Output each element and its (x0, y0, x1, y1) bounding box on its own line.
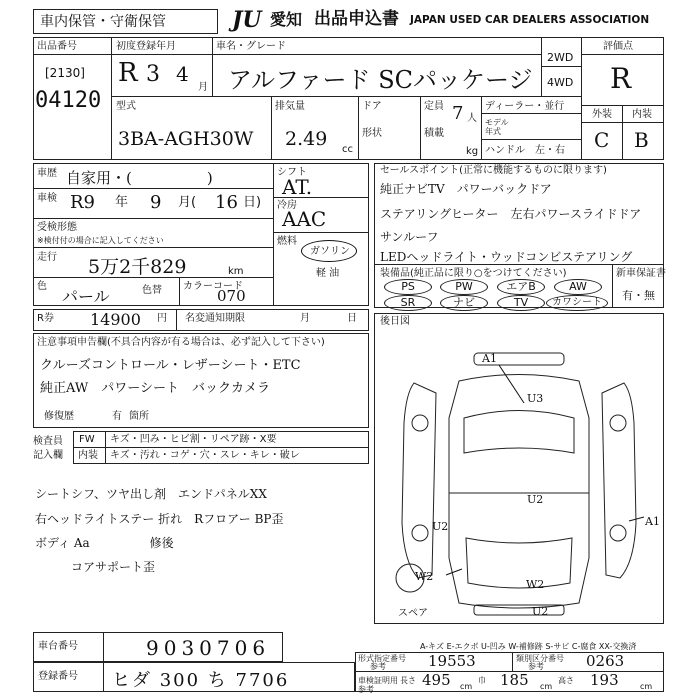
first-reg-era: R (118, 58, 138, 88)
length-unit: cm (460, 682, 473, 691)
grade-value: R (610, 62, 632, 95)
equip-sr: SR (384, 295, 432, 311)
model-value: 3BA-AGH30W (118, 128, 254, 150)
equip-pw: PW (440, 279, 488, 295)
inspector-label-1: 検査員 (33, 436, 63, 447)
displacement-value: 2.49 (285, 128, 328, 150)
color-code-value: 070 (217, 287, 246, 305)
repair-label: 修復歴 (44, 411, 74, 422)
mileage-unit: km (228, 266, 244, 277)
inspection-month: 9 (150, 192, 162, 213)
diagram-mark-u2-bottom: U2 (532, 605, 549, 618)
equip-airbag: エアB (497, 279, 545, 295)
diagram-mark-u2-left: U2 (432, 520, 449, 533)
diagram-mark-w2-rear: W2 (526, 578, 545, 591)
form-title: 出品申込書 (314, 9, 399, 29)
color-label: 色 (37, 281, 47, 292)
first-reg-month-unit: 月 (198, 82, 208, 93)
name-change-label: 名変通知期限 (185, 313, 245, 324)
height-unit: cm (640, 682, 653, 691)
door-label: ドア (362, 101, 382, 112)
width-label: 巾 (478, 676, 486, 685)
equip-aw: AW (554, 279, 602, 295)
equip-navi: ナビ (440, 295, 488, 311)
height-value: 193 (590, 671, 619, 689)
receive-label: 受検形態 (37, 222, 77, 233)
equip-leather-seat: カワシート (546, 295, 608, 311)
mileage-value: 5万2千829 (88, 256, 187, 278)
drive-4wd: 4WD (547, 76, 574, 89)
inspector-note-2: 右ヘッドライトステー 折れ Rフロアー BP歪 (35, 512, 284, 526)
capacity-value: 7 (452, 103, 464, 124)
lot-number: 04120 (35, 88, 102, 113)
height-label: 高さ (558, 676, 574, 685)
car-name-value: アルファード SCパッケージ (228, 66, 533, 94)
chassis-value: 9030706 (146, 636, 271, 660)
width-unit: cm (540, 682, 553, 691)
notes-line-1: クルーズコントロール・レザーシート・ETC (40, 358, 301, 373)
brand-logo: JU (232, 7, 262, 33)
inspection-year-unit: 年 (115, 195, 129, 210)
int-label: 内装 (632, 109, 652, 120)
receive-note: ※検付付の場合に記入してください (37, 236, 164, 245)
inspector-note-1: シートシフ、ツヤ出し剤 エンドパネルXX (35, 487, 267, 501)
first-reg-label: 初度登録年月 (116, 41, 176, 52)
aircon-value: AAC (282, 207, 327, 231)
fuel-gas: ガソリン (310, 246, 350, 257)
length-value: 495 (422, 671, 451, 689)
type-designation-label: 形式指定番号 (358, 654, 406, 663)
shift-label: シフト (277, 167, 307, 178)
diagram-legend: A-キズ E-エクボ U-凹み W-補修跡 S-サビ C-腐食 XX-交換済 (420, 642, 637, 651)
selling-point-1: 純正ナビTV パワーバックドア (380, 182, 552, 196)
displacement-label: 排気量 (275, 101, 305, 112)
dims-label: 車検証明用参考 (358, 676, 398, 694)
fuel-label: 燃料 (277, 236, 297, 247)
class-no-label: 類別区分番号 (516, 654, 564, 663)
repair-value: 有 (112, 411, 122, 422)
width-value: 185 (500, 671, 529, 689)
association-name: JAPAN USED CAR DEALERS ASSOCIATION (410, 14, 650, 26)
displacement-unit: cc (342, 144, 353, 155)
storage-label: 車内保管・守衛保管 (40, 14, 166, 30)
plate-label: 登録番号 (38, 671, 78, 682)
selling-point-3: サンルーフ (380, 230, 439, 244)
type-designation-value: 19553 (428, 652, 476, 670)
diagram-mark-u3: U3 (527, 392, 544, 405)
plate-value: ヒダ 300 ち 7706 (112, 670, 290, 691)
name-change-month: 月 (300, 313, 310, 324)
length-label: 長さ (400, 676, 416, 685)
drive-2wd: 2WD (547, 51, 574, 64)
brand-prefecture: 愛知 (270, 10, 303, 29)
notes-line-2: 純正AW パワーシート バックカメラ (40, 381, 270, 396)
selling-point-4: LEDヘッドライト・ウッドコンビステアリング (380, 250, 633, 264)
mileage-label: 走行 (37, 252, 57, 263)
diagram-mark-w2-left: W2 (415, 570, 434, 583)
shape-label: 形状 (362, 128, 382, 139)
diagram-mark-a1-right: A1 (645, 515, 660, 528)
name-change-day: 日 (347, 313, 357, 324)
equip-ps: PS (384, 279, 432, 295)
inspector-note-4: コアサポート歪 (35, 560, 156, 574)
class-no-sub: 参考 (528, 662, 544, 671)
equip-tv: TV (497, 295, 545, 311)
lot-bracket-number: [2130] (45, 66, 85, 80)
aircon-label: 冷房 (277, 200, 297, 211)
color-value: パール (62, 287, 110, 306)
capacity-label: 定員 (424, 101, 444, 112)
notes-label: 注意事項申告欄(不具合内容が有る場合は、必ず記入して下さい) (37, 337, 325, 348)
car-name-label: 車名・グレード (216, 41, 286, 52)
int-value: B (634, 128, 649, 152)
capacity-unit: 人 (467, 113, 477, 124)
rear-seat-label: 後日図 (380, 316, 410, 327)
handle-options: 左・右 (535, 145, 565, 156)
class-no-value: 0263 (586, 652, 625, 670)
color-tone-label: 色替 (142, 285, 162, 296)
load-unit: kg (466, 146, 479, 157)
recycle-value: 14900 (90, 310, 141, 329)
shift-value: AT. (282, 175, 313, 199)
inspector-label-2: 記入欄 (33, 450, 63, 461)
warranty-options: 有・無 (622, 289, 655, 302)
lot-label: 出品番号 (37, 41, 77, 52)
handle-label: ハンドル (485, 145, 525, 156)
inspection-day: 16 (215, 192, 238, 213)
equipment-label: 装備品(純正品に限り○をつけてください) (380, 268, 567, 279)
inspector-int: 内装 (78, 450, 98, 461)
storage-label-box (33, 9, 218, 34)
repair-place: 箇所 (129, 411, 149, 422)
inspector-fw-items: キズ・凹み・ヒビ割・リペア跡・X要 (110, 434, 277, 445)
warranty-label: 新車保証書 (616, 268, 666, 279)
chassis-label: 車台番号 (38, 641, 78, 652)
inspection-era: R9 (70, 192, 96, 213)
ext-value: C (594, 128, 610, 152)
inspector-fw: FW (79, 434, 95, 445)
recycle-unit: 円 (157, 313, 167, 324)
diagram-mark-a1-top: A1 (482, 352, 497, 365)
grade-label: 評価点 (603, 41, 633, 52)
model-year-label: モデル年式 (485, 118, 509, 136)
model-label: 型式 (116, 101, 136, 112)
inspector-note-3: ボディ Aa 修後 (35, 536, 174, 550)
dealer-label: ディーラー・並行 (485, 101, 565, 112)
first-reg-year: 3 (146, 62, 160, 87)
spare-label: スペア (398, 608, 428, 619)
inspection-label: 車検 (37, 193, 57, 204)
inspection-month-unit: 月( (178, 195, 197, 210)
recycle-label: R券 (37, 313, 54, 324)
diagram-mark-u2-center: U2 (527, 493, 544, 506)
selling-point-2: ステアリングヒーター 左右パワースライドドア (380, 207, 642, 221)
type-designation-sub: 参考 (370, 662, 386, 671)
inspector-int-items: キズ・汚れ・コゲ・穴・スレ・キレ・破レ (110, 450, 300, 461)
inspection-day-unit: 日) (243, 195, 262, 210)
load-label: 積載 (424, 128, 444, 139)
color-code-label: カラーコード (183, 281, 243, 292)
fuel-diesel: 軽 油 (316, 268, 340, 279)
first-reg-month: 4 (176, 62, 189, 86)
ext-label: 外装 (592, 109, 612, 120)
selling-points-label: セールスポイント(正常に機能するものに限ります) (380, 165, 607, 176)
history-value: 自家用・( ) (66, 169, 213, 187)
history-label: 車歴 (37, 168, 57, 179)
